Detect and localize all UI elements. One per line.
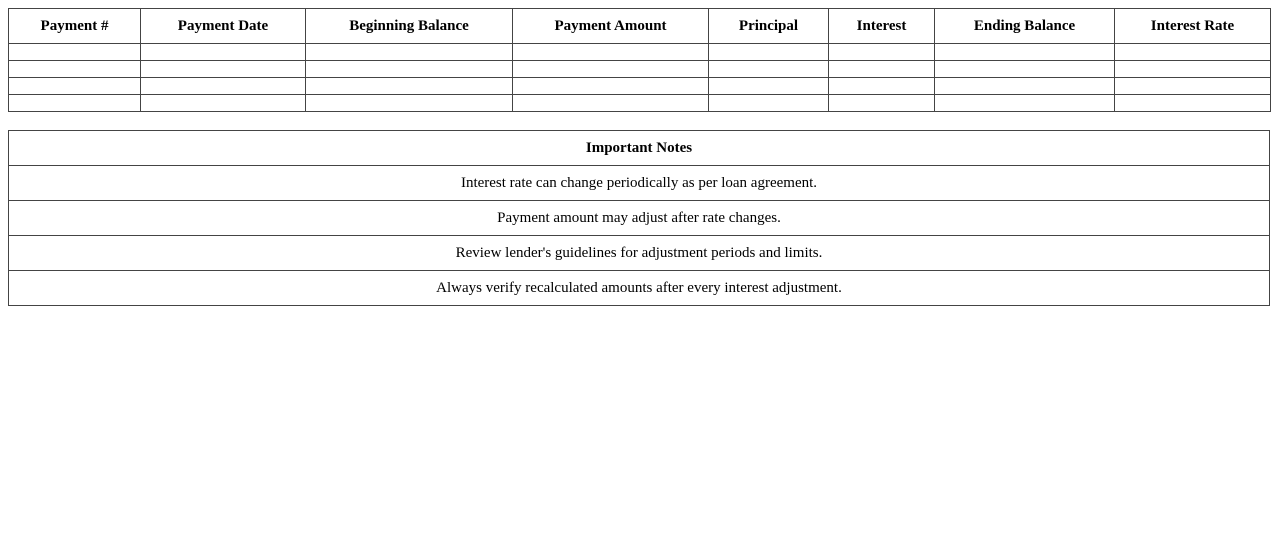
table-cell: [141, 78, 306, 95]
table-cell: [513, 78, 709, 95]
table-cell: [141, 44, 306, 61]
table-row: [9, 78, 1271, 95]
table-cell: [9, 44, 141, 61]
table-cell: [829, 95, 935, 112]
column-header-payment-date: Payment Date: [141, 9, 306, 44]
table-row: [9, 61, 1271, 78]
column-header-payment-number: Payment #: [9, 9, 141, 44]
table-cell: [141, 61, 306, 78]
table-cell: [829, 44, 935, 61]
column-header-ending-balance: Ending Balance: [935, 9, 1115, 44]
table-cell: [935, 78, 1115, 95]
table-cell: [306, 95, 513, 112]
notes-title: Important Notes: [9, 131, 1270, 166]
note-row: [9, 201, 1270, 236]
notes-header-row: [9, 131, 1270, 166]
table-cell: [513, 44, 709, 61]
note-text: Review lender's guidelines for adjustment periods and limits.: [9, 236, 1270, 271]
table-cell: [1115, 44, 1271, 61]
note-row: [9, 271, 1270, 306]
table-cell: [141, 95, 306, 112]
table-cell: [306, 61, 513, 78]
table-cell: [709, 78, 829, 95]
table-cell: [306, 44, 513, 61]
table-cell: [709, 44, 829, 61]
note-text: Payment amount may adjust after rate changes.: [9, 201, 1270, 236]
table-cell: [709, 95, 829, 112]
table-cell: [9, 61, 141, 78]
table-cell: [9, 78, 141, 95]
table-cell: [935, 61, 1115, 78]
note-text: Always verify recalculated amounts after every interest adjustment.: [9, 271, 1270, 306]
column-header-beginning-balance: Beginning Balance: [306, 9, 513, 44]
table-cell: [513, 61, 709, 78]
column-header-interest-rate: Interest Rate: [1115, 9, 1271, 44]
column-header-payment-amount: Payment Amount: [513, 9, 709, 44]
table-cell: [306, 78, 513, 95]
table-cell: [1115, 61, 1271, 78]
table-header-row: [9, 9, 1271, 44]
table-cell: [513, 95, 709, 112]
note-row: [9, 166, 1270, 201]
column-header-interest: Interest: [829, 9, 935, 44]
table-cell: [9, 95, 141, 112]
note-text: Interest rate can change periodically as per loan agreement.: [9, 166, 1270, 201]
table-cell: [709, 61, 829, 78]
table-cell: [935, 95, 1115, 112]
table-cell: [935, 44, 1115, 61]
table-cell: [829, 61, 935, 78]
important-notes-table: [8, 130, 1270, 306]
column-header-principal: Principal: [709, 9, 829, 44]
table-cell: [829, 78, 935, 95]
payment-schedule-table: [8, 8, 1271, 112]
table-row: [9, 44, 1271, 61]
table-row: [9, 95, 1271, 112]
table-cell: [1115, 95, 1271, 112]
table-cell: [1115, 78, 1271, 95]
note-row: [9, 236, 1270, 271]
